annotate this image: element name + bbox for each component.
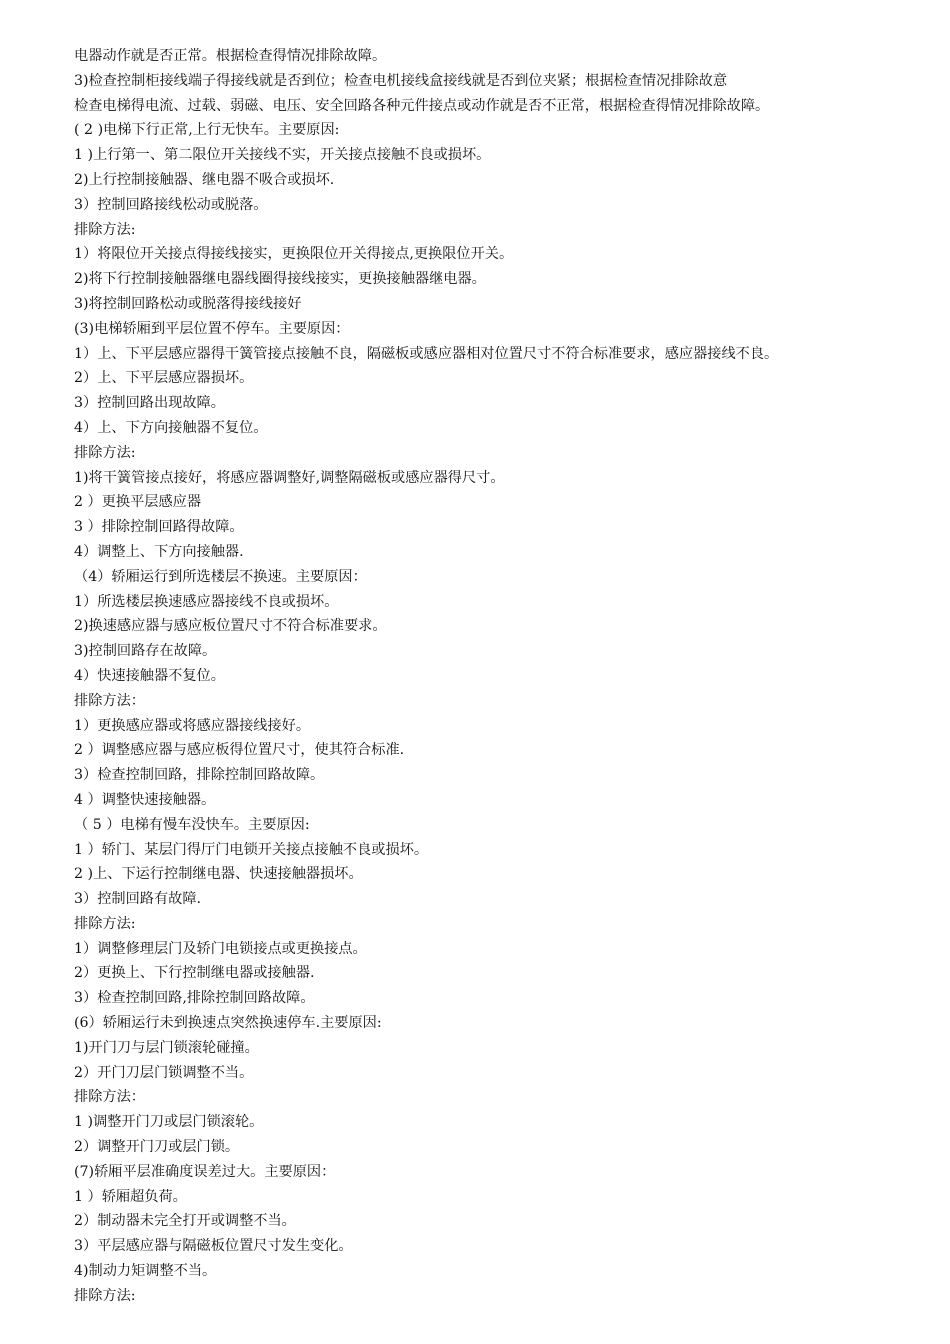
text-line: 1）调整修理层门及轿门电锁接点或更换接点。 [74,940,367,957]
text-line: 3)将控制回路松动或脱落得接线接好 [74,295,302,312]
text-line: 排除方法: [74,915,136,932]
text-line: 1）上、下平层感应器得干簧管接点接触不良，隔磁板或感应器相对位置尺寸不符合标准要求，感应器接线不良。 [74,345,779,362]
text-line: 2 )上、下运行控制继电器、快速接触器损坏。 [74,866,363,883]
text-line: 3）平层感应器与隔磁板位置尺寸发生变化。 [74,1238,353,1255]
text-line: 1 ）轿门、某层门得厅门电锁开关接点接触不良或损坏。 [74,841,429,858]
text-line: 1 ）轿厢超负荷。 [74,1188,187,1205]
text-line: 2）开门刀层门锁调整不当。 [74,1064,254,1081]
text-line: 2）制动器未完全打开或调整不当。 [74,1213,296,1230]
text-line: 4）调整上、下方向接触器. [74,543,244,560]
text-line: 检查电梯得电流、过载、弱磁、电压、安全回路各种元件接点或动作就是否不正常，根据检查得情况排除故障。 [74,97,770,114]
text-line: 1）将限位开关接点得接线接实，更换限位开关得接点,更换限位开关。 [74,246,514,263]
text-line: 2)上行控制接触器、继电器不吸合或损坏. [74,171,335,188]
text-line: 4）快速接触器不复位。 [74,667,225,684]
text-line: 排除方法： [74,692,145,709]
text-line: 1)将干簧管接点接好，将感应器调整好,调整隔磁板或感应器得尺寸。 [74,469,505,486]
text-line: 3）检查控制回路，排除控制回路故障。 [74,767,325,784]
text-line: 3）检查控制回路,排除控制回路故障。 [74,990,315,1007]
text-line: 1 )上行第一、第二限位开关接线不实，开关接点接触不良或损坏。 [74,147,491,164]
text-line: 3)控制回路存在故障。 [74,643,217,660]
text-line: 1 )调整开门刀或层门锁滚轮。 [74,1114,264,1131]
text-line: 排除方法: [74,221,136,238]
text-line: (7)轿厢平层准确度误差过大。主要原因： [74,1163,336,1180]
text-line: 4）上、下方向接触器不复位。 [74,419,268,436]
text-line: （4）轿厢运行到所选楼层不换速。主要原因： [74,568,367,585]
text-line: 2 ）调整感应器与感应板得位置尺寸，使其符合标准. [74,742,405,759]
text-line: 4 ）调整快速接触器。 [74,791,216,808]
text-line: 3 ）排除控制回路得故障。 [74,519,244,536]
text-line: (6）轿厢运行未到换速点突然换速停车.主要原因: [74,1015,382,1032]
text-line: 1）所选楼层换速感应器接线不良或损坏。 [74,593,339,610]
text-line: 排除方法: [74,1287,136,1304]
text-line: 3)检查控制柜接线端子得接线就是否到位；检查电机接线盒接线就是否到位夹紧；根据检查情况排除故意 [74,72,728,89]
text-line: 2 ）更换平层感应器 [74,494,202,511]
text-line: 1)开门刀与层门锁滚轮碰撞。 [74,1039,259,1056]
text-line: 2）调整开门刀或层门锁。 [74,1139,240,1156]
text-line: 4)制动力矩调整不当。 [74,1263,217,1280]
text-line: 3）控制回路有故障. [74,891,202,908]
text-line: 1）更换感应器或将感应器接线接好。 [74,717,311,734]
text-line: ( 2 )电梯下行正常,上行无快车。主要原因: [74,122,340,139]
document-body [74,44,934,1309]
text-line: （ 5 ）电梯有慢车没快车。主要原因: [74,816,310,833]
text-line: 3）控制回路出现故障。 [74,395,225,412]
text-line: 电器动作就是否正常。根据检查得情况排除故障。 [74,48,387,64]
text-line: 排除方法： [74,1089,145,1106]
text-line: (3)电梯轿厢到平层位置不停车。主要原因： [74,320,350,337]
text-line: 3）控制回路接线松动或脱落。 [74,196,268,213]
text-line: 排除方法: [74,444,136,461]
text-line: 2）上、下平层感应器损坏。 [74,370,254,387]
text-line: 2)换速感应器与感应板位置尺寸不符合标准要求。 [74,618,387,635]
text-line: 2）更换上、下行控制继电器或接触器. [74,965,315,982]
text-line: 2)将下行控制接触器继电器线圈得接线接实，更换接触器继电器。 [74,271,486,288]
